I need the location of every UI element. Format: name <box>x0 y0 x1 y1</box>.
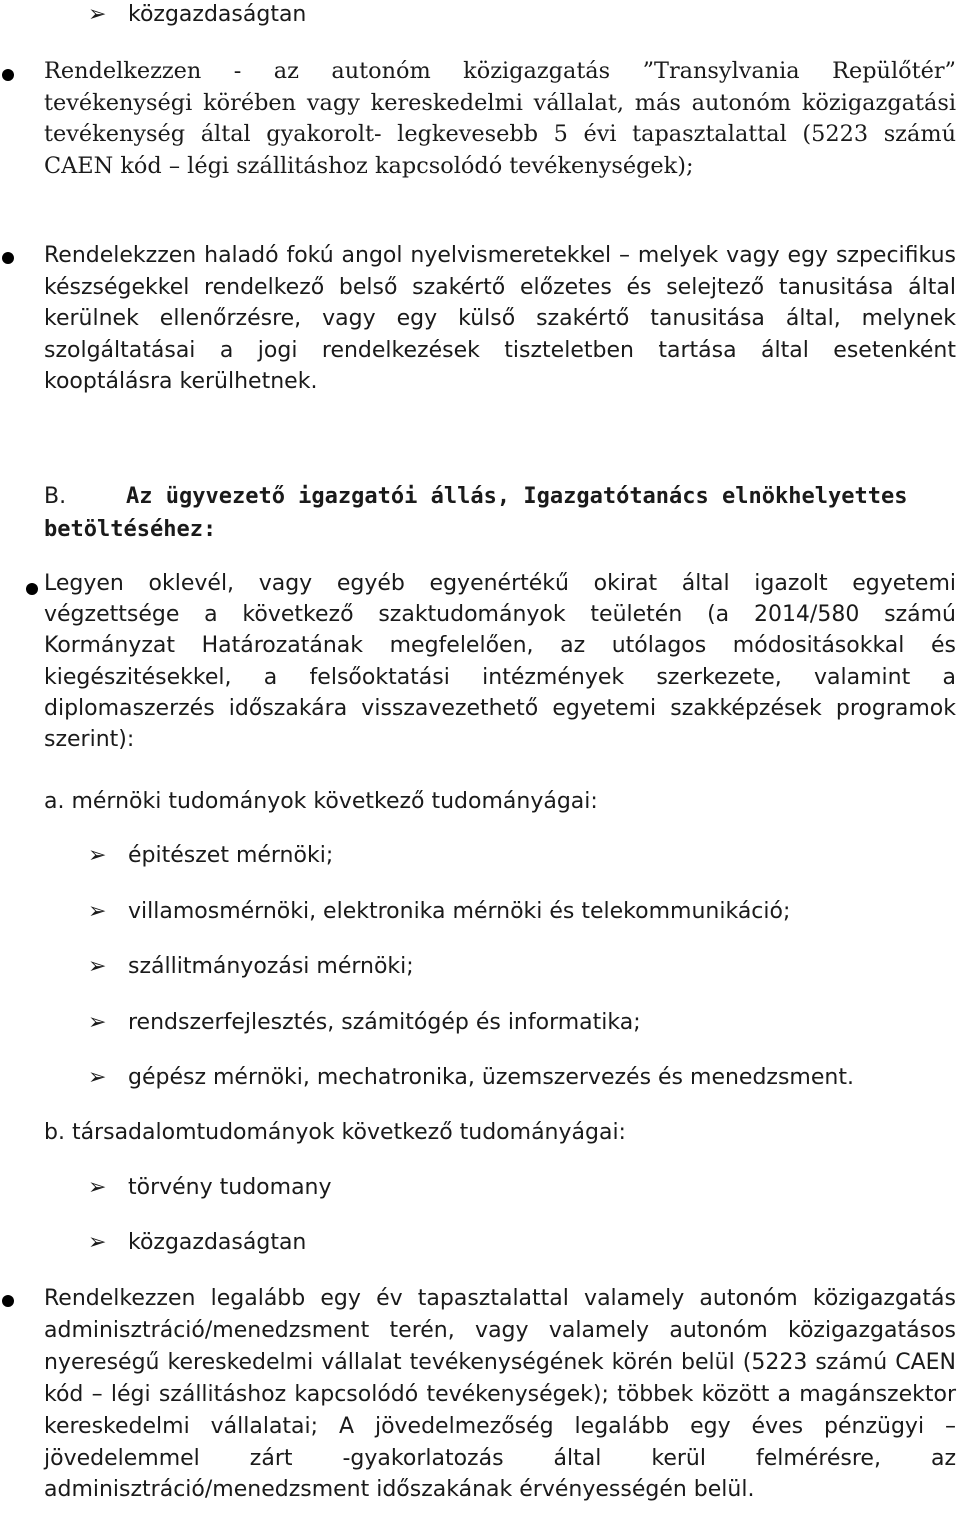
list-item-text: épitészet mérnöki; <box>128 843 334 868</box>
list-item-text: közgazdaságtan <box>128 2 307 27</box>
list-item-text: villamosmérnöki, elektronika mérnöki és telekommunikáció; <box>128 899 791 924</box>
arrow-bullet-icon: ➢ <box>88 899 107 924</box>
paragraph-management-experience: Rendelkezzen legalább egy év tapasztalattal valamely autonóm közigazgatás adminisztráció/menedzsment terén, vagy valamely autonóm közigazgatásos nyereségű kereskedelmi vállalat tevékenységének körén belül (5223 számú CAEN kód – légi szállitáshoz kapcsolódó tevékenységek); többek között a magánszektor kereskedelmi vállalatai; A jövedelmezőség legalább egy éves pénzügyi – jövedelemmel zárt -gyakorlatozás által kerül felmérésre, az adminisztráció/menedzsment időszakának érvényességén belül. <box>44 1286 956 1503</box>
list-item-text: gépész mérnöki, mechatronika, üzemszervezés és menedzsment. <box>128 1065 854 1090</box>
arrow-bullet-icon: ➢ <box>88 1010 107 1035</box>
list-item-text: közgazdaságtan <box>128 1230 307 1255</box>
round-bullet-icon <box>2 1295 14 1307</box>
round-bullet-icon <box>2 69 14 81</box>
paragraph-language: Rendelekzzen haladó fokú angol nyelvismeretekkel – melyek vagy egy szpecifikus készségekkel rendelkező belső szakértő előzetes és selejtező tanusitása által kerülnek ellenőrzésre, vagy egy külső szakértő tanusitása által, melynek szolgáltatásai a jogi rendelkezések tiszteletben tartása által esetenként kooptálásra kerülhetnek. <box>44 243 956 395</box>
round-bullet-icon <box>26 583 38 595</box>
arrow-bullet-icon: ➢ <box>88 1065 107 1090</box>
paragraph-experience: Rendelkezzen - az autonóm közigazgatás ”Transylvania Repülőtér” tevékenységi körében vagy kereskedelmi vállalat, más autonóm közigazgatási tevékenység által gyakorolt- legkevesebb 5 évi tapasztalattal (5223 számú CAEN kód – légi szállitáshoz kapcsolódó tevékenységek); <box>44 58 956 179</box>
subheading-a: a. mérnöki tudományok következő tudományágai: <box>44 789 598 814</box>
section-heading <box>44 480 956 546</box>
arrow-bullet-icon: ➢ <box>88 954 107 979</box>
section-letter: B. <box>44 484 67 509</box>
arrow-bullet-icon: ➢ <box>88 2 107 27</box>
arrow-bullet-icon: ➢ <box>88 1230 107 1255</box>
paragraph-education: Legyen oklevél, vagy egyéb egyenértékű okirat által igazolt egyetemi végzettsége a következő szaktudományok teületén (a 2014/580 számú Kormányzat Határozatának megfelelően, az utólagos módositásokkal és kiegészitésekkel, a felsőoktatási intézmények szerkezete, valamint a diplomaszerzés időszakára visszavezethető egyetemi szakképzések programok szerint): <box>44 571 956 753</box>
list-item-text: törvény tudomany <box>128 1175 332 1200</box>
subheading-b: b. társadalomtudományok következő tudományágai: <box>44 1120 626 1145</box>
list-item-text: rendszerfejlesztés, számitógép és informatika; <box>128 1010 641 1035</box>
arrow-bullet-icon: ➢ <box>88 1175 107 1200</box>
section-title: Az ügyvezető igazgatói állás, Igazgatótanács elnökhelyettes betöltéséhez: <box>44 484 908 542</box>
arrow-bullet-icon: ➢ <box>88 843 107 868</box>
list-item-text: szállitmányozási mérnöki; <box>128 954 414 979</box>
round-bullet-icon <box>2 252 14 264</box>
